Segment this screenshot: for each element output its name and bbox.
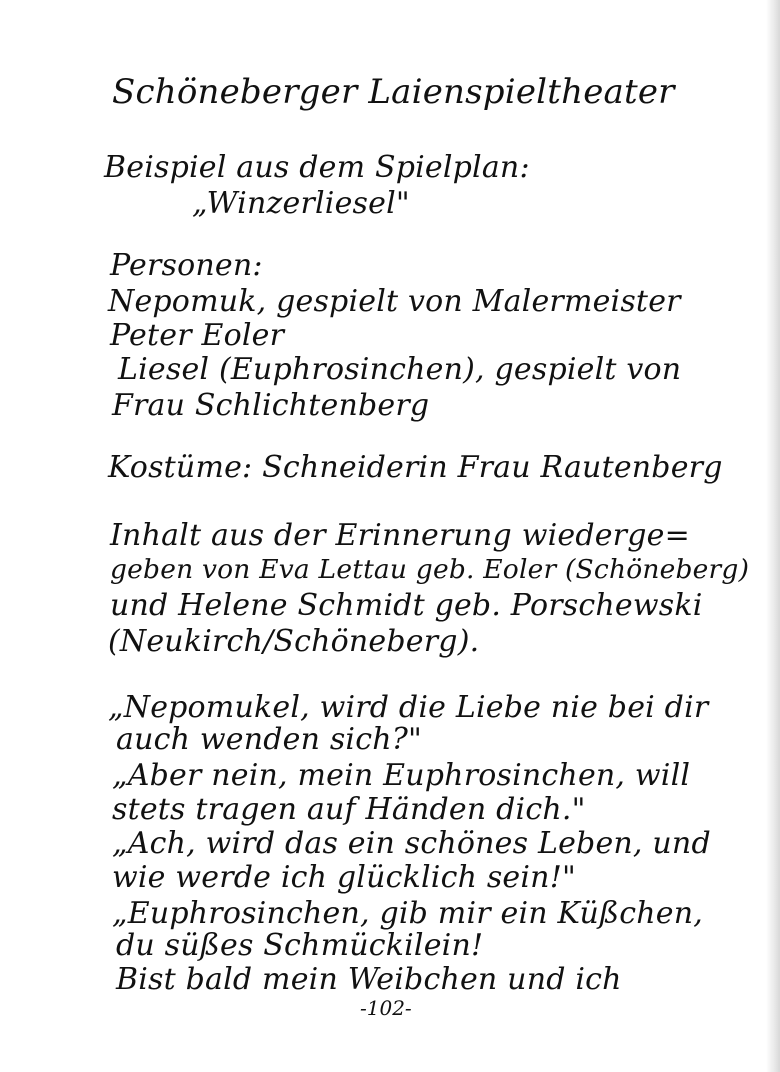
page-number: -102- <box>360 996 412 1020</box>
content-line: (Neukirch/Schöneberg). <box>108 624 480 659</box>
persons-heading: Personen: <box>110 248 263 283</box>
person-line: Frau Schlichtenberg <box>112 388 430 423</box>
page-edge-shadow <box>766 0 780 1072</box>
content-line: geben von Eva Lettau geb. Eoler (Schöneberg) <box>110 554 750 585</box>
page-title: Schöneberger Laienspieltheater <box>112 72 675 112</box>
person-line: Peter Eoler <box>110 318 285 353</box>
dialogue-line: auch wenden sich?" <box>116 722 423 757</box>
person-line: Nepomuk, gespielt von Malermeister <box>108 284 681 319</box>
person-line: Liesel (Euphrosinchen), gespielt von <box>118 352 682 387</box>
dialogue-line: „Aber nein, mein Euphrosinchen, will <box>112 758 691 793</box>
costumes-line: Kostüme: Schneiderin Frau Rautenberg <box>108 450 723 485</box>
dialogue-line: „Ach, wird das ein schönes Leben, und <box>112 826 711 861</box>
dialogue-line: stets tragen auf Händen dich." <box>112 792 586 827</box>
content-line: und Helene Schmidt geb. Porschewski <box>110 588 703 623</box>
dialogue-line: du süßes Schmückilein! <box>116 928 484 963</box>
dialogue-line: Bist bald mein Weibchen und ich <box>116 962 622 997</box>
dialogue-line: „Euphrosinchen, gib mir ein Küßchen, <box>112 896 703 931</box>
example-heading: Beispiel aus dem Spielplan: <box>104 150 530 185</box>
dialogue-line: wie werde ich glücklich sein!" <box>112 860 576 895</box>
play-title: „Winzerliesel" <box>192 186 410 221</box>
content-line: Inhalt aus der Erinnerung wiederge= <box>110 518 690 553</box>
dialogue-line: „Nepomukel, wird die Liebe nie bei dir <box>108 690 709 725</box>
